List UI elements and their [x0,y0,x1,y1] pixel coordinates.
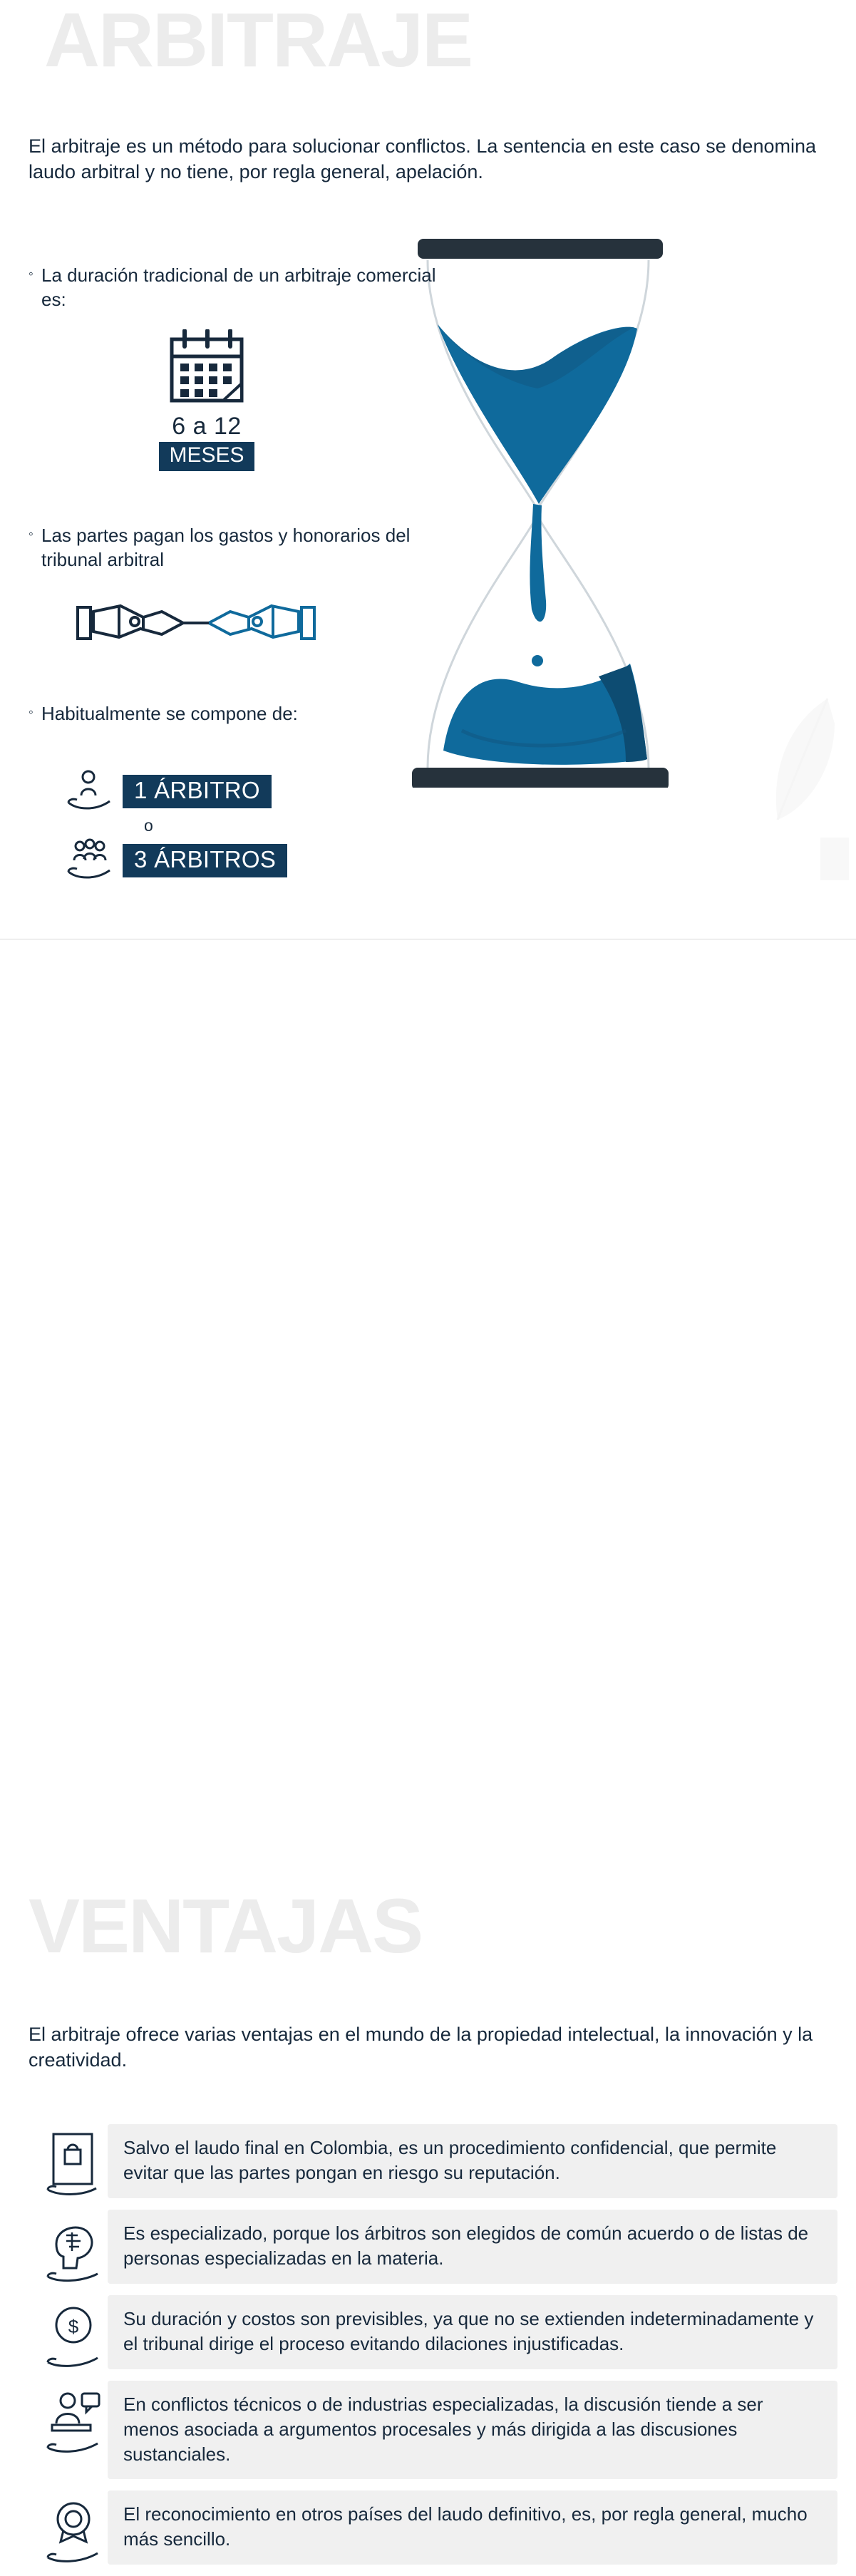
hourglass-icon [412,239,669,788]
advantages-list [39,2124,837,2576]
confidential-document-icon [39,2130,108,2198]
advantage-text: El reconocimiento en otros países del laudo definitivo, es, por regla general, mucho más sencillo. [108,2490,837,2565]
list-item [39,2381,837,2479]
bullet-marker-icon: ◦ [29,705,33,720]
list-item [39,2490,837,2565]
arbitrator-three-row [64,838,287,883]
three-arbitrators-icon [64,838,115,883]
bullet-composition-text: Habitualmente se compone de: [41,703,298,724]
cost-money-icon [39,2301,108,2369]
leaf-decoration-icon [721,684,849,912]
brain-expertise-icon [39,2215,108,2284]
bullet-marker-icon: ◦ [29,267,33,282]
single-arbitrator-icon [64,768,115,814]
advantage-text: Es especializado, porque los árbitros son elegidos de común acuerdo o de listas de personas especializadas en la materia. [108,2210,837,2284]
bullet-duration-text: La duración tradicional de un arbitraje comercial es: [41,264,436,310]
technical-expert-icon [39,2386,108,2455]
section-ventajas [0,939,856,2550]
advantage-text: Su duración y costos son previsibles, ya que no se extienden indeterminadamente y el tribunal dirige el proceso evitando dilaciones injustificadas. [108,2295,837,2369]
bullet-composition [29,702,298,726]
bullet-costs [29,524,440,572]
arbitrator-three-badge: 3 ÁRBITROS [123,844,287,877]
calendar-icon [165,329,249,408]
handshake-callout [75,590,317,658]
award-recognition-icon [39,2496,108,2565]
ventajas-intro-paragraph: El arbitraje ofrece varias ventajas en el mundo de la propiedad intelectual, la innovación y la creatividad. [29,2024,813,2071]
arbitrator-one-badge: 1 ÁRBITRO [123,775,272,808]
advantage-text: Salvo el laudo final en Colombia, es un procedimiento confidencial, que permite evitar que las partes pongan en riesgo su reputación. [108,2124,837,2198]
bullet-duration [29,264,440,312]
section-arbitraje [0,0,856,939]
list-item [39,2124,837,2198]
duration-number: 6 a 12 [172,413,242,440]
duration-unit-badge: MESES [159,442,254,471]
handshake-icon [75,590,317,654]
bullet-costs-text: Las partes pagan los gastos y honorarios del tribunal arbitral [41,525,411,570]
list-item [39,2210,837,2284]
duration-callout [135,329,278,471]
advantage-text: En conflictos técnicos o de industrias especializadas, la discusión tiende a ser menos asociada a argumentos procesales y más dirigida a las discusiones sustanciales. [108,2381,837,2479]
bullet-marker-icon: ◦ [29,527,33,542]
section-ventajas-ghost-title: VENTAJAS [29,1882,423,1969]
arbitraje-intro-paragraph: El arbitraje es un método para solucionar conflictos. La sentencia en este caso se denomina laudo arbitral y no tiene, por regla general, apelación. [29,135,816,182]
arbitrators-callout [64,768,287,883]
list-item [39,2295,837,2369]
arbitrator-one-row [64,768,287,814]
arbitrator-connector: o [144,816,153,835]
section-arbitraje-ghost-title: ARBITRAJE [44,0,473,83]
svg-text:$: $ [68,2316,79,2337]
